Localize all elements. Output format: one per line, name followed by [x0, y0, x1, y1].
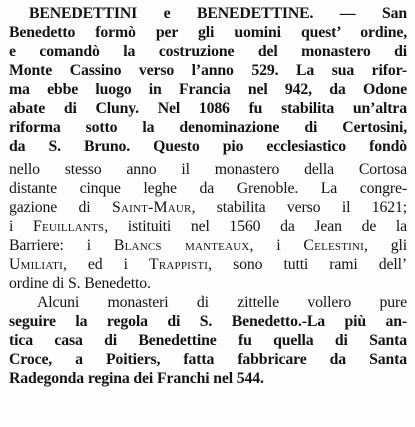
text-segment: nello stesso anno il monastero della Cortosa [9, 161, 407, 178]
text-segment: , i [249, 237, 304, 254]
article-body [9, 4, 407, 388]
text-segment: , gli [364, 237, 407, 254]
text-line [9, 118, 407, 137]
text-segment: Croce, a Poitiers, fatta fabbricare da Santa [9, 351, 407, 368]
text-segment: i [9, 218, 33, 235]
text-segment: Barriere: i [9, 237, 114, 254]
text-segment: ordine di S. Benedetto. [9, 275, 151, 292]
text-line [9, 160, 407, 179]
text-segment: Feuillants [32, 218, 105, 235]
text-line [9, 255, 407, 274]
text-line [9, 350, 407, 369]
text-segment: da S. Bruno. Questo pio ecclesiastico fondò [9, 138, 407, 155]
text-segment: Celestini [303, 237, 365, 254]
text-line [9, 217, 407, 236]
text-segment: gazione di [9, 199, 112, 216]
text-line [9, 4, 407, 23]
text-line [9, 23, 407, 42]
text-line [9, 312, 407, 331]
text-segment: Saint-Maur [111, 199, 192, 216]
text-segment: , stabilita verso il 1621; [191, 199, 407, 216]
text-line [9, 99, 407, 118]
text-segment: BENEDETTINI e BENEDETTINE. — San [29, 5, 407, 22]
text-line [9, 274, 407, 293]
text-line [9, 42, 407, 61]
text-line [9, 293, 407, 312]
text-line [9, 369, 407, 388]
text-segment: Blancs manteaux [113, 237, 250, 254]
text-segment: seguire la regola di S. Benedetto.-La più an- [9, 313, 407, 330]
text-line [9, 331, 407, 350]
text-segment: Alcuni monasteri di zittelle vollero pure [37, 294, 407, 311]
text-segment: abate di Cluny. Nel 1086 fu stabilita un’altra [9, 100, 407, 117]
text-segment: Benedetto formò per gli uomini quest’ ordine, [9, 24, 407, 41]
text-line [9, 61, 407, 80]
text-line [9, 137, 407, 156]
text-segment: Umiliati [9, 256, 63, 273]
text-segment: distante cinque leghe da Grenoble. La congre- [9, 180, 407, 197]
text-line [9, 198, 407, 217]
text-segment: , istituiti nel 1560 da Jean de la [104, 218, 407, 235]
text-segment: Radegonda regina dei Franchi nel 544. [9, 370, 264, 387]
text-line [9, 179, 407, 198]
text-segment: riforma sotto la denominazione di Certosini, [9, 119, 407, 136]
text-segment: , ed i [62, 256, 150, 273]
text-segment: tica casa di Benedettine fu quella di Santa [9, 332, 407, 349]
text-segment: , sono tutti rami dell’ [208, 256, 407, 273]
text-segment: Trappisti [149, 256, 209, 273]
text-segment: e comandò la costruzione del monastero di [9, 43, 407, 60]
text-line [9, 236, 407, 255]
text-segment: Monte Cassino verso l’anno 529. La sua rifor- [9, 62, 407, 79]
text-line [9, 80, 407, 99]
text-segment: ma ebbe luogo in Francia nel 942, da Odone [9, 81, 407, 98]
